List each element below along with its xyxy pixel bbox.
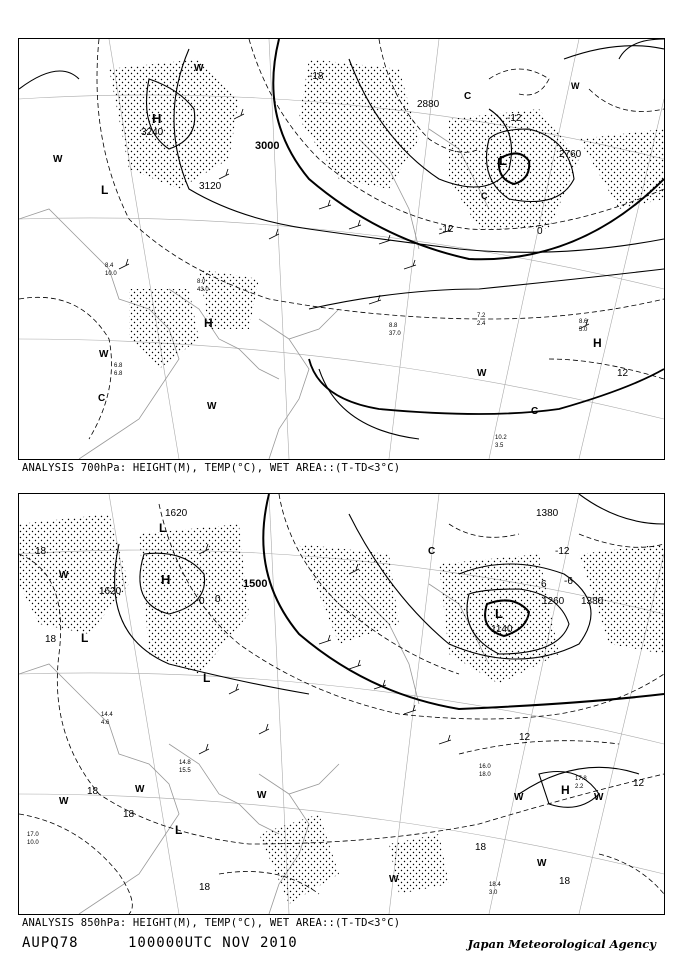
warm-marker: W — [389, 874, 399, 885]
temp-label: -6 — [564, 576, 573, 587]
high-pressure-marker: H — [161, 572, 171, 587]
warm-marker: W — [53, 154, 63, 165]
agency-credit: Japan Meteorological Agency — [467, 937, 656, 951]
height-label: 1380 — [581, 596, 604, 607]
cold-marker: C — [531, 406, 539, 417]
warm-marker: W — [514, 792, 524, 803]
temp-label: 18 — [87, 786, 99, 797]
station-obs: 16.0 — [479, 764, 491, 770]
station-obs: 10.0 — [27, 840, 39, 846]
station-obs: 17.8 — [575, 776, 587, 782]
low-pressure-marker: L — [499, 153, 507, 168]
station-obs: 8.6 — [579, 319, 588, 325]
temp-label: 0 — [537, 226, 543, 237]
wet-areas — [19, 514, 664, 904]
station-obs: 2.2 — [575, 784, 584, 790]
station-obs: 7.2 — [477, 313, 486, 319]
station-obs: 8.8 — [389, 323, 398, 329]
warm-marker: W — [99, 349, 109, 360]
temp-label: 18 — [559, 876, 571, 887]
map-700hpa-chart — [19, 39, 664, 459]
temp-label: -12 — [507, 113, 522, 124]
temp-label: 12 — [519, 732, 531, 743]
cold-marker: C — [98, 393, 106, 404]
warm-marker: W — [477, 368, 487, 379]
caption-850hpa: ANALYSIS 850hPa: HEIGHT(M), TEMP(°C), WET AREA::(T-TD<3°C) — [22, 917, 401, 929]
high-pressure-marker: H — [593, 336, 602, 350]
height-label: 3120 — [199, 181, 222, 192]
station-obs: 18.4 — [489, 882, 501, 888]
height-label: 1260 — [542, 596, 565, 607]
low-pressure-marker: L — [203, 671, 211, 685]
height-label: 1140 — [491, 624, 513, 635]
warm-marker: W — [207, 401, 217, 412]
station-obs: 37.0 — [389, 331, 401, 337]
warm-marker: W — [594, 792, 604, 803]
station-obs: 6.8 — [114, 371, 123, 377]
map-850hpa-chart — [19, 494, 664, 914]
height-label: 1620 — [165, 508, 188, 519]
temp-label: -12 — [555, 546, 570, 557]
station-obs: 18.0 — [479, 772, 491, 778]
low-pressure-marker: L — [81, 631, 89, 645]
low-pressure-marker: L — [159, 521, 167, 535]
chart-code: AUPQ78 — [22, 935, 79, 951]
station-obs: 8.0 — [197, 279, 206, 285]
high-pressure-marker: H — [561, 783, 570, 797]
station-obs: 8.4 — [105, 263, 114, 269]
temp-label: 12 — [633, 778, 645, 789]
temp-label: -18 — [309, 71, 324, 82]
station-obs: 15.5 — [179, 768, 191, 774]
station-obs: 4.6 — [101, 720, 110, 726]
map-panel-700hpa — [18, 38, 665, 460]
height-label: 2760 — [559, 149, 582, 160]
warm-marker: W — [257, 790, 267, 801]
temp-label: 6 — [541, 579, 547, 590]
high-pressure-marker: H — [152, 111, 162, 126]
station-obs: 17.0 — [27, 832, 39, 838]
station-obs: 3.0 — [489, 890, 498, 896]
map-panel-850hpa — [18, 493, 665, 915]
height-label: 1620 — [99, 586, 122, 597]
temp-label: 0 — [199, 596, 205, 607]
low-pressure-marker: L — [101, 183, 109, 197]
temp-label: 18 — [45, 634, 57, 645]
height-label: 3000 — [255, 140, 280, 152]
cold-marker: C — [428, 546, 436, 557]
station-obs: 5.0 — [579, 327, 588, 333]
warm-marker: W — [537, 858, 547, 869]
height-label: 3240 — [141, 127, 164, 138]
station-obs: 2.4 — [477, 321, 486, 327]
station-obs: 6.8 — [114, 363, 123, 369]
temp-label: 0 — [215, 594, 221, 605]
cold-marker: C — [464, 91, 472, 102]
station-obs: 14.8 — [179, 760, 191, 766]
temp-label: 12 — [617, 368, 629, 379]
temp-label: 18 — [475, 842, 487, 853]
station-obs: 14.4 — [101, 712, 113, 718]
height-label: 1380 — [536, 508, 559, 519]
cold-marker: C — [481, 191, 488, 201]
height-label: 2880 — [417, 99, 440, 110]
station-obs: 10.0 — [105, 271, 117, 277]
warm-marker: W — [194, 63, 204, 74]
station-obs: 10.2 — [495, 435, 507, 441]
temp-label: -12 — [439, 224, 454, 235]
chart-datetime: 100000UTC NOV 2010 — [128, 935, 298, 951]
warm-marker: W — [59, 796, 69, 807]
warm-marker: W — [571, 81, 580, 91]
temp-label: 18 — [123, 809, 135, 820]
temp-label: 18 — [35, 546, 47, 557]
low-pressure-marker: L — [175, 823, 183, 837]
temp-label: 18 — [199, 882, 211, 893]
station-obs: 43.0 — [197, 287, 209, 293]
station-obs: 3.5 — [495, 443, 504, 449]
height-label: 1500 — [243, 578, 268, 590]
low-pressure-marker: L — [495, 606, 503, 621]
caption-700hpa: ANALYSIS 700hPa: HEIGHT(M), TEMP(°C), WET AREA::(T-TD<3°C) — [22, 462, 401, 474]
high-pressure-marker: H — [204, 316, 213, 330]
warm-marker: W — [59, 570, 69, 581]
warm-marker: W — [135, 784, 145, 795]
